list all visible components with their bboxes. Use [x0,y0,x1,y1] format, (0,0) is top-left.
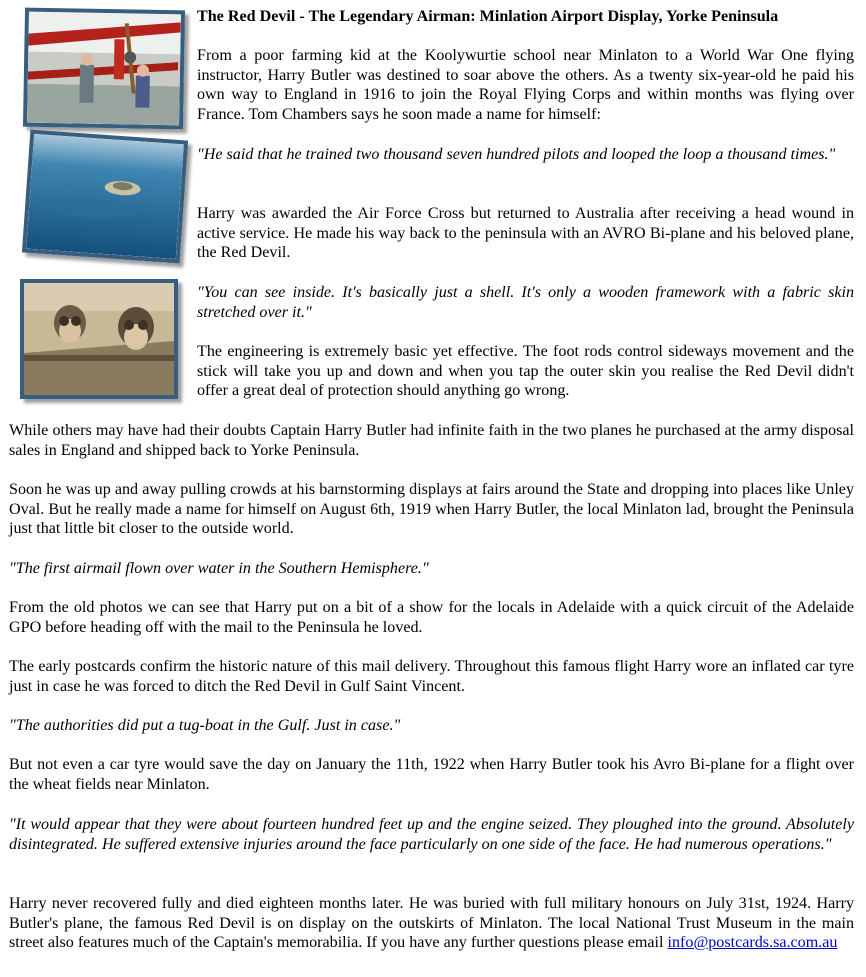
paragraph-postcards: The early postcards confirm the historic nature of this mail delivery. Throughout this famous flight Harry wore an inflated car tyre just in case he was forced to ditch the Red Devil in Gulf Saint Vincent. [9,658,854,695]
paragraph-barnstorming: Soon he was up and away pulling crowds at his barnstorming displays at fairs around the State and dropping into places like Unley Oval. But he really made a name for himself on August 6th, 1919 when Harry Butler, the local Minlaton lad, brought the Peninsula just that little bit closer to the outside world. [9,481,854,537]
aerial-coast-photo [22,130,188,264]
quote-tug-boat: "The authorities did put a tug-boat in the Gulf. Just in case." [9,717,401,734]
paragraph-crash-date: But not even a car tyre would save the day on January the 11th, 1922 when Harry Butler took his Avro Bi-plane for a flight over the wheat fields near Minlaton. [9,756,854,793]
pilots-cockpit-photo [20,279,178,399]
quote-first-airmail: "The first airmail flown over water in the Southern Hemisphere." [9,560,429,577]
quote-wooden-framework: "You can see inside. It's basically just a shell. It's only a wooden framework with a fabric skin stretched over it." [197,284,854,321]
paragraph-intro: From a poor farming kid at the Koolywurtie school near Minlaton to a World War One flying instructor, Harry Butler was destined to soar above the others. As a twenty six-year-old he paid his own way to England in 1916 to join the Royal Flying Corps and within months was flying over France. Tom Chambers says he soon made a name for himself: [197,47,854,123]
closing-text: Harry never recovered fully and died eighteen months later. He was buried with full military honours on July 31st, 1924. Harry Butler's plane, the famous Red Devil is on display on the outskirts of Minlaton. The local National Trust Museum in the main street also features much of the Captain's memorabilia. If you have any further questions please email [9,895,854,951]
quote-engine-seized: "It would appear that they were about fourteen hundred feet up and the engine seized. They ploughed into the ground. Absolutely disintegrated. He suffered extensive injuries around the face particularly on one side of the face. He had numerous operations." [9,816,854,853]
paragraph-engineering: The engineering is extremely basic yet effective. The foot rods control sideways movement and the stick will take you up and down and when you tap the outer skin you realise the Red Devil didn't offer a great deal of protection should anything go wrong. [197,343,854,399]
paragraph-closing [9,894,854,953]
email-link[interactable]: info@postcards.sa.com.au [667,934,838,951]
article-title: The Red Devil - The Legendary Airman: Minlation Airport Display, Yorke Peninsula [197,8,779,25]
red-devil-plane-photo [23,8,185,130]
paragraph-adelaide-gpo: From the old photos we can see that Harry put on a bit of a show for the locals in Adelaide with a quick circuit of the Adelaide GPO before heading off with the mail to the Peninsula he loved. [9,599,854,636]
paragraph-air-force-cross: Harry was awarded the Air Force Cross but returned to Australia after receiving a head wound in active service. He made his way back to the peninsula with an AVRO Bi-plane and his beloved plane, the Red Devil. [197,205,854,261]
quote-pilots-trained: "He said that he trained two thousand seven hundred pilots and looped the loop a thousand times." [197,146,836,163]
paragraph-faith-in-planes: While others may have had their doubts Captain Harry Butler had infinite faith in the two planes he purchased at the army disposal sales in England and shipped back to Yorke Peninsula. [9,422,854,459]
